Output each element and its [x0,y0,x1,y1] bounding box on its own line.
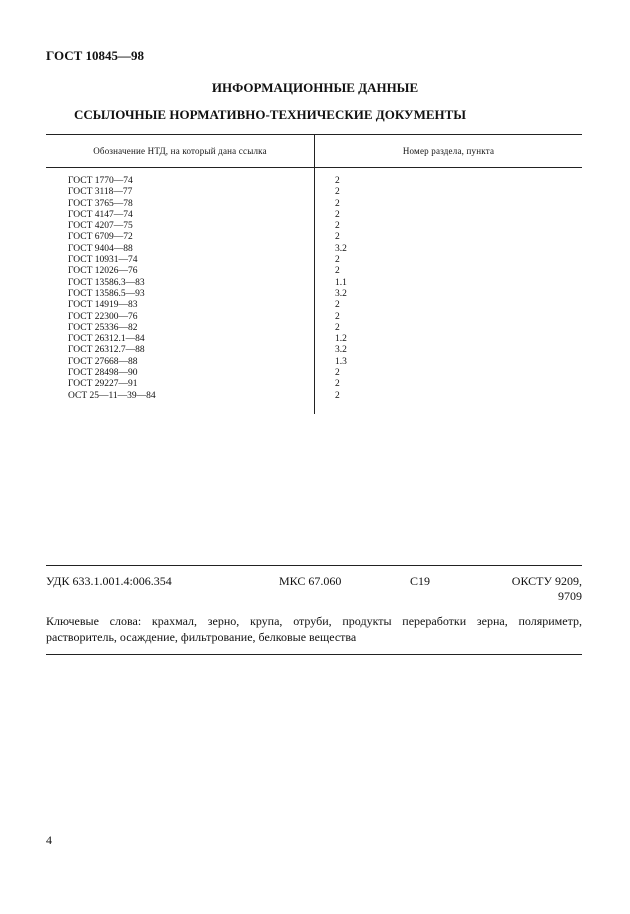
footer-top-rule [46,565,582,566]
section-number: 2 [335,221,340,232]
reference-document: ГОСТ 10931—74 [68,255,138,266]
table-row [0,176,630,187]
section-number: 2 [335,187,340,198]
section-number: 2 [335,300,340,311]
section-number: 2 [335,176,340,186]
column-header-document: Обозначение НТД, на который дана ссылка [93,146,267,156]
okstu-code [470,574,582,604]
table-row [0,334,630,345]
reference-document: ГОСТ 28498—90 [68,368,138,379]
reference-table-body [0,176,630,402]
table-row [0,323,630,334]
reference-document: ГОСТ 4147—74 [68,209,133,220]
reference-document: ГОСТ 27668—88 [68,356,138,367]
table-row [0,266,630,277]
table-header-rule [46,167,582,168]
section-number: 2 [335,311,340,322]
section-title: ИНФОРМАЦИОННЫЕ ДАННЫЕ [211,80,419,95]
okstu-line-1: ОКСТУ 9209, [511,574,582,588]
reference-document: ГОСТ 26312.1—84 [68,334,145,345]
table-row [0,345,630,356]
reference-document: ГОСТ 6709—72 [68,232,133,243]
reference-document: ГОСТ 3765—78 [68,198,133,209]
reference-document: ГОСТ 9404—88 [68,243,133,254]
reference-document: ГОСТ 4207—75 [68,221,133,232]
table-row [0,199,630,210]
table-row [0,278,630,289]
reference-document: ГОСТ 29227—91 [68,379,138,390]
keywords: Ключевые слова: крахмал, зерно, крупа, отруби, продукты переработки зерна, поляриметр, растворитель, осаждение, фильтрование, белковые вещества [46,614,582,644]
page-number: 4 [46,833,52,847]
reference-document: ГОСТ 22300—76 [68,311,138,322]
section-number: 2 [335,255,340,266]
section-number: 2 [335,390,340,401]
reference-document: ГОСТ 14919—83 [68,300,138,311]
section-number: 3.2 [335,288,347,299]
section-number: 1.3 [335,356,347,367]
section-number: 1.1 [335,277,347,288]
section-number: 2 [335,209,340,220]
table-row [0,368,630,379]
reference-document: ГОСТ 26312.7—88 [68,345,145,356]
section-subtitle: ССЫЛОЧНЫЕ НОРМАТИВНО-ТЕХНИЧЕСКИЕ ДОКУМЕНТЫ [74,107,467,122]
table-row [0,187,630,198]
section-number: 3.2 [335,345,347,356]
table-row [0,391,630,402]
table-row [0,289,630,300]
table-row [0,312,630,323]
table-row [0,357,630,368]
section-number: 1.2 [335,334,347,345]
reference-document: ГОСТ 1770—74 [68,176,133,186]
section-number: 2 [335,368,340,379]
document-code: ГОСТ 10845—98 [46,48,145,63]
section-number: 2 [335,266,340,277]
reference-document: ГОСТ 25336—82 [68,322,138,333]
classification-code: С19 [410,574,431,588]
section-number: 2 [335,379,340,390]
mks-code: МКС 67.060 [279,574,342,588]
footer-bottom-rule [46,654,582,655]
reference-document: ГОСТ 3118—77 [68,187,133,198]
table-row [0,300,630,311]
table-row [0,244,630,255]
section-number: 2 [335,322,340,333]
reference-document: ГОСТ 13586.5—93 [68,288,145,299]
okstu-line-2: 9709 [558,589,582,603]
reference-document: ГОСТ 12026—76 [68,266,138,277]
column-header-section: Номер раздела, пункта [402,146,495,156]
udk-code: УДК 633.1.001.4:006.354 [46,574,172,588]
section-number: 2 [335,232,340,243]
table-row [0,221,630,232]
section-number: 2 [335,198,340,209]
table-row [0,210,630,221]
table-row [0,255,630,266]
table-row [0,379,630,390]
section-number: 3.2 [335,243,347,254]
table-row [0,232,630,243]
reference-document: ГОСТ 13586.3—83 [68,277,145,288]
reference-document: ОСТ 25—11—39—84 [68,390,156,401]
